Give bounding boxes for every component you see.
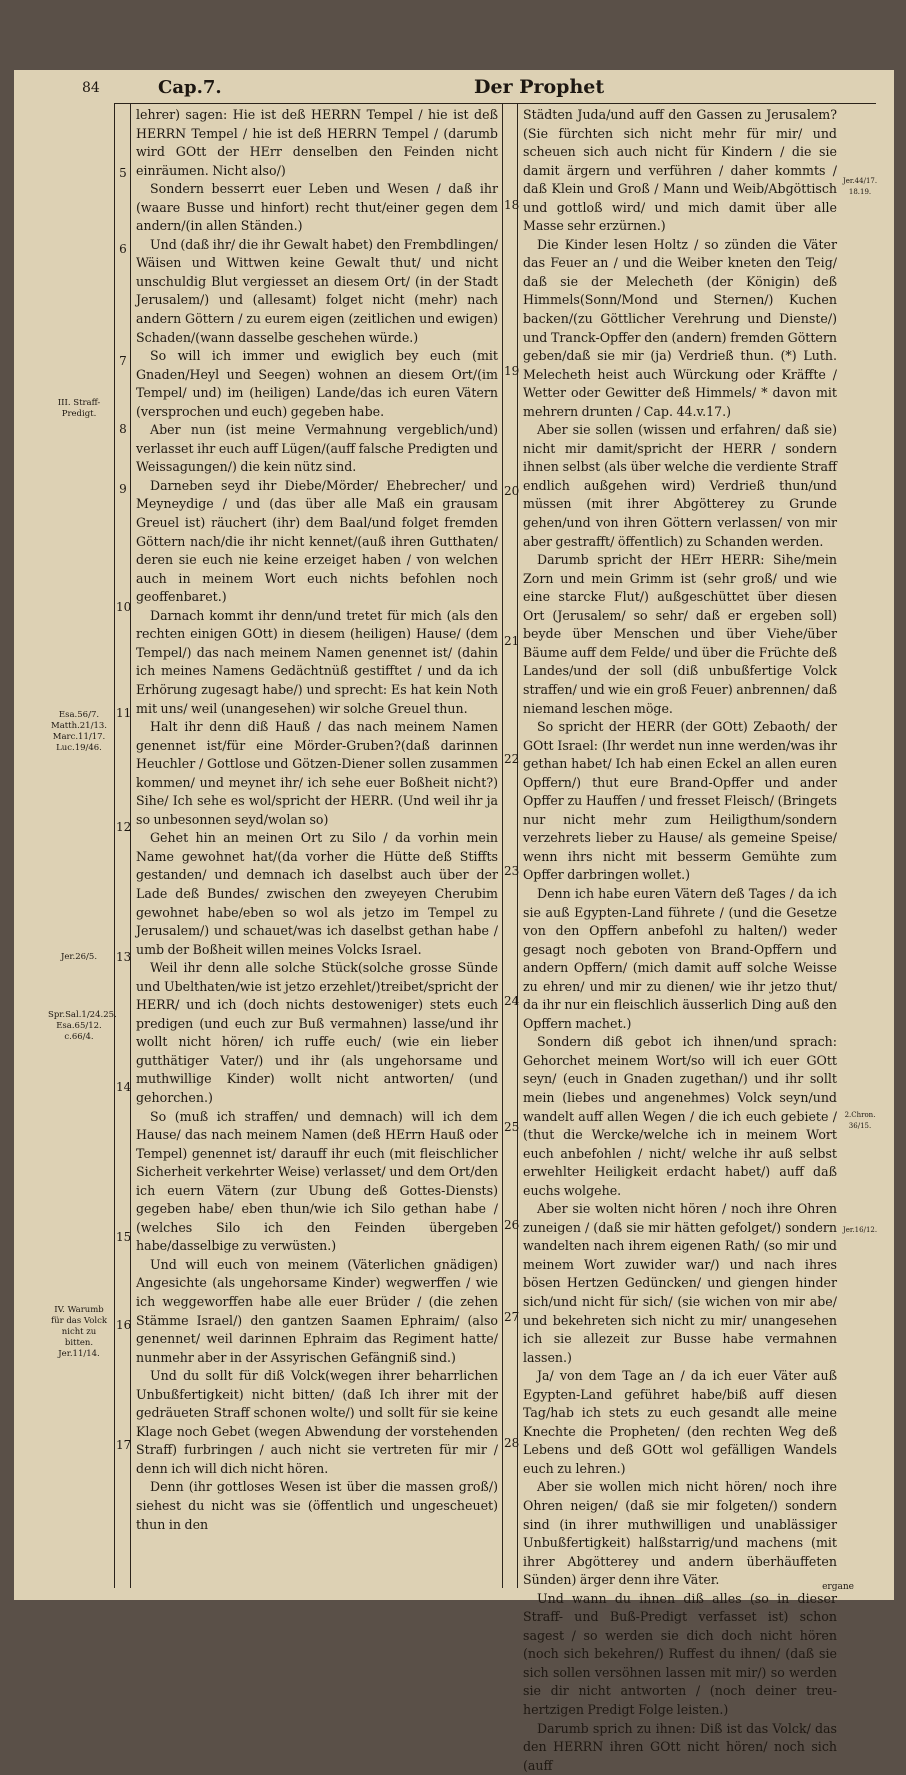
verse-text: So spricht der HERR (der GOtt) Zebaoth/ der GOtt Israel: (Ihr werdet nun inne werden/was ihr gethan habet/ Ich hab einen Eckel an allen euren Opffern/) thut eure Brand-Opffer und ander Opffer zu Hauffen / und fresset Fleisch/ (Bringets nur nicht mehr zum Heiligthum/sondern verzehrets lieber zu Hause/ als gemeine Speise/ wenn ihrs nicht mit besserm Gemühte zum Opffer darbringen wollet.): [523, 719, 837, 883]
verse-number: 7: [119, 354, 127, 368]
verse-text: Und (daß ihr/ die ihr Gewalt habet) den Frembdlingen/ Wäisen und Wittwen keine Gewalt thut/ und nicht unschuldig Blut vergiesset an diesem Ort/ (in der Stadt Jerusalem/) und (allesamt) folget nicht (mehr) nach andern Göttern / zu eurem eigen (zeitlichen und ewigen) Schaden/(wann dasselbe geschehen würde.): [136, 236, 498, 345]
verse-text: Sondern besserrt euer Leben und Wesen / daß ihr (waare Busse und hinfort) recht thut/einer gegen dem andern/(in allen Ständen.): [136, 181, 498, 234]
verse-text: Und wann du ihnen diß alles (so in dieser Straff- und Buß-Predigt verfasset ist) schon sagest / so werden sie dich doch nicht hören (noch sich bekehren/) Ruffest du ihnen/ (daß sie sich sollen versöhnen lassen mit mir/) so werden sie dir nicht antworten / (noch deiner treu-hertzigen Predigt Folge leisten.): [523, 1590, 837, 1718]
left-text-column: [136, 106, 498, 1534]
verse-number: 21: [504, 634, 520, 648]
verse-number: 18: [504, 198, 520, 212]
margin-rule: [114, 103, 115, 1588]
verse-text: Aber nun (ist meine Vermahnung vergeblich/und) verlasset ihr euch auff Lügen/(auff falsche Predigten und Weissagungen/) die kein nütz sind.: [136, 422, 498, 475]
verse-text: Städten Juda/und auff den Gassen zu Jerusalem? (Sie fürchten sich nicht mehr für mir/ und scheuen sich auch nicht für Kindern / die sie damit ärgern und verführen / daher kommts / daß Klein und Groß / Mann und Weib/Abgöttisch und gottloß wird/ und mich damit über alle Masse sehr erzürnen.): [523, 107, 837, 234]
verse-text: Darumb spricht der HErr HERR: Sihe/mein Zorn und mein Grimm ist (sehr groß/ und wie eine starcke Flut/) außgeschüttet über diesen Ort (Jerusalem/ so sehr/ daß er ergeben soll) beyde über Menschen und über Viehe/über Bäume auff dem Felde/ und über die Früchte deß Landes/und der soll (diß unbußfertige Volck straffen/ und wie ein groß Feuer) anbrennen/ daß niemand leschen möge.: [523, 552, 837, 716]
margin-note: Esa.56/7. Matth.21/13. Marc.11/17. Luc.19/46.: [51, 710, 107, 753]
verse-number: 26: [504, 1218, 520, 1232]
verse-number: 9: [119, 482, 127, 496]
verse-number: 6: [119, 242, 127, 256]
verse-text: Aber sie wolten nicht hören / noch ihre Ohren zuneigen / (daß sie mir hätten gefolget/) sondern wandelten nach ihrem eigenen Rath/ (so mir und meinem Wort zuwider war/) und nach ihres bösen Hertzen Gedüncken/ und giengen hinder sich/und nicht für sich/ (sie wichen von mir abe/ und bekehreten sich nicht zu mir/ unangesehen ich sie allezeit zur Busse habe vermahnen lassen.): [523, 1201, 837, 1365]
verse-text: Weil ihr denn alle solche Stück(solche grosse Sünde und Ubelthaten/wie ist jetzo erzehlet/)treibet/spricht der HERR/ und ich (doch nichts destoweniger) stets euch predigen (und euch zur Buß vermahnen) lasse/und ihr wollt nicht hören/ ich ruffe euch/ (wie ein lieber gutthätiger Vater/) und ihr (als ungehorsame und muthwillige Kinder) wollt nicht antworten/ (und gehorchen.): [136, 960, 498, 1105]
verse-text: Darneben seyd ihr Diebe/Mörder/ Ehebrecher/ und Meyneydige / und (das über alle Maß ein grausam Greuel ist) räuchert (ihr) dem Baal/und folget fremden Göttern nach/die ihr nicht kennet/(auß ihren Gutthaten/ deren sie euch nie keine erzeiget haben / von welchen auch in meinem Wort euch nichts befohlen noch geoffenbaret.): [136, 477, 498, 605]
verse-text: lehrer) sagen: Hie ist deß HERRN Tempel / hie ist deß HERRN Tempel / hie ist deß HERRN Tempel / (darumb wird GOtt der HErr denselben den Feinden nicht einräumen. Nicht also/): [136, 107, 498, 178]
page-number: 84: [82, 80, 100, 96]
verse-number: 15: [116, 1230, 132, 1244]
margin-note: Jer.16/12.: [842, 1226, 878, 1234]
margin-note: Jer.26/5.: [60, 952, 98, 962]
book-page: [14, 70, 894, 1773]
verse-text: Denn ich habe euren Vätern deß Tages / da ich sie auß Egypten-Land führete / (und die Gesetze von den Opffern anbefohl zu halten/) weder gesagt noch geboten von Brand-Opffern und andern Opffern/ (mich damit auff solche Weisse zu ehren/ und mir zu dienen/ wie ihr jetzo thut/ da ihr nur ein fleischlich äusserlich Ding auß den Opffern machet.): [523, 885, 837, 1031]
column-rule: [502, 103, 503, 1588]
right-text-column: [523, 106, 837, 1775]
verse-number: 17: [116, 1438, 132, 1452]
right-verse-rule: [517, 103, 518, 1588]
verse-text: Und du sollt für diß Volck(wegen ihrer beharrlichen Unbußfertigkeit) nicht bitten/ (daß Ich ihrer mit der gedräueten Straff schonen wolte/) und sollt für sie keine Klage noch Gebet (wegen Abwendung der vorstehenden Straff) furbringen / auch nicht sie vertreten für mir / denn ich will dich nicht hören.: [136, 1368, 498, 1476]
verse-number: 28: [504, 1436, 520, 1450]
verse-number: 22: [504, 752, 520, 766]
margin-note: III. Straff-Predigt.: [57, 398, 101, 419]
verse-text: So (muß ich straffen/ und demnach) will ich dem Hause/ das nach meinem Namen (deß HErrn Hauß oder Tempel) genennet ist/ darauff ihr euch (mit fleischlicher Sicherheit verkehrter Weise) verlasset/ und dem Ort/den ich euern Vätern (zur Ubung deß Gottes-Diensts) gegeben habe/ eben thun/wie ich Silo gethan habe / (welches Silo ich den Feinden übergeben habe/dasselbige zu verwüsten.): [136, 1108, 498, 1254]
margin-note: Spr.Sal.1/24.25. Esa.65/12. c.66/4.: [48, 1010, 117, 1042]
page-header: [14, 76, 894, 104]
margin-note: Jer.44/17. 18.19.: [842, 177, 878, 196]
verse-number: 23: [504, 864, 520, 878]
verse-text: Sondern diß gebot ich ihnen/und sprach: Gehorchet meinem Wort/so will ich euer GOtt seyn/ (euch in Gnaden zugethan/) und ihr sollt mein (liebes und angenehmes) Volck seyn/und wandelt auff allen Wegen / die ich euch gebiete / (thut die Wercke/welche ich in meinem Wort euch anbefohlen / nicht/ welche ihr auß selbst erwehlter Heiligkeit erdacht habet/) auff daß euchs wolgehe.: [523, 1034, 837, 1198]
verse-number: 25: [504, 1120, 520, 1134]
verse-number: 8: [119, 422, 127, 436]
verse-text: Halt ihr denn diß Hauß / das nach meinem Namen genennet ist/für eine Mörder-Gruben?(daß darinnen Heuchler / Gottlose und Götzen-Diener sollen zusammen kommen/ und meynet ihr/ ich sehe euer Boßheit nicht?) Sihe/ Ich sehe es wol/spricht der HERR. (Und weil ihr ja so unbesonnen seyd/wolan so): [136, 719, 498, 827]
chapter-heading: Cap.7.: [158, 77, 222, 98]
margin-note: IV. Warumb für das Volck nicht zu bitten. Jer.11/14.: [50, 1305, 108, 1359]
header-rule: [114, 103, 876, 104]
catchword: ergane: [822, 1582, 854, 1592]
verse-text: Aber sie sollen (wissen und erfahren/ daß sie) nicht mir damit/spricht der HERR / sondern ihnen selbst (als über welche die verdiente Straff endlich außgehen wird) Verdrieß thun/und müssen (mit ihrer Abgötterey zu Grunde gehen/und von ihren Göttern verlassen/ von mir aber gestrafft/ öffentlich) zu Schanden werden.: [523, 422, 837, 549]
verse-number: 20: [504, 484, 520, 498]
verse-number: 19: [504, 364, 520, 378]
verse-text: Aber sie wollen mich nicht hören/ noch ihre Ohren neigen/ (daß sie mir folgeten/) sondern sind (in ihrer muthwilligen und unablässiger Unbußfertigkeit) halßstarrig/und machens (mit ihrer Abgötterey und andern überhäuffeten Sünden) ärger denn ihre Väter.: [523, 1479, 837, 1588]
verse-text: Darnach kommt ihr denn/und tretet für mich (als den rechten einigen GOtt) in diesem (heiligen) Hause/ (dem Tempel/) das nach meinem Namen genennet ist/ (dahin ich meines Namens Gedächtnüß gestifftet / und da ich Erhörung zugesagt habe/) und sprecht: Es hat kein Noth mit uns/ weil (unangesehen) wir solche Greuel thun.: [136, 607, 498, 716]
verse-number: 13: [116, 950, 132, 964]
running-head: Der Prophet: [474, 76, 605, 98]
left-verse-rule: [130, 103, 131, 1588]
verse-number: 11: [116, 706, 132, 720]
verse-number: 16: [116, 1318, 132, 1332]
verse-number: 5: [119, 166, 127, 180]
verse-text: Ja/ von dem Tage an / da ich euer Väter auß Egypten-Land geführet habe/biß auff diesen Tag/hab ich stets zu euch gesandt alle meine Knechte die Propheten/ (den rechten Weg deß Lebens und deß GOtt wol gefälligen Wandels euch zu lehren.): [523, 1368, 837, 1476]
verse-text: So will ich immer und ewiglich bey euch (mit Gnaden/Heyl und Seegen) wohnen an diesem Ort/(im Tempel/ und) im (heiligen) Lande/das ich euren Vätern (versprochen und euch) gegeben habe.: [136, 348, 498, 419]
verse-number: 14: [116, 1080, 132, 1094]
verse-text: Und will euch von meinem (Väterlichen gnädigen) Angesichte (als ungehorsame Kinder) wegwerffen / wie ich weggeworffen habe alle euer Brüder / (die zehen Stämme Israel/) den gantzen Saamen Ephraim/ (also genennet/ weil darinnen Ephraim das Regiment hatte/ nunmehr aber in der Assyrischen Gefängniß sind.): [136, 1256, 498, 1365]
verse-number: 10: [116, 600, 132, 614]
verse-text: Darumb sprich zu ihnen: Diß ist das Volck/ das den HERRN ihren GOtt nicht hören/ noch sich (auff: [523, 1720, 837, 1773]
verse-text: Die Kinder lesen Holtz / so zünden die Väter das Feuer an / und die Weiber kneten den Teig/ daß sie der Melecheth (der Königin) deß Himmels(Sonn/Mond und Sternen/) Kuchen backen/(zu Göttlicher Verehrung und Dienste/) und Tranck-Opffer den (andern) fremden Göttern geben/daß sie mir (ja) Verdrieß thun. (*) Luth. Melecheth heist auch Würckung oder Kräffte / Wetter oder Gewitter deß Himmels/ * davon mit mehrern drunten / Cap. 44.v.17.): [523, 236, 837, 419]
verse-text: Gehet hin an meinen Ort zu Silo / da vorhin mein Name gewohnet hat/(da vorher die Hütte deß Stiffts gestanden/ und demnach ich daselbst auch über der Lade deß Bundes/ zwischen den zweyeyen Cherubim gewohnet habe/eben so wol als jetzo im Tempel zu Jerusalem/) und schauet/was ich daselbst gethan habe / umb der Boßheit willen meines Volcks Israel.: [136, 830, 498, 957]
verse-number: 12: [116, 820, 132, 834]
verse-number: 24: [504, 994, 520, 1008]
margin-note: 2.Chron. 36/15.: [844, 1111, 876, 1130]
verse-number: 27: [504, 1310, 520, 1324]
verse-text: Denn (ihr gottloses Wesen ist über die massen groß/) siehest du nicht was sie (öffentlich und ungescheuet) thun in den: [136, 1479, 498, 1532]
